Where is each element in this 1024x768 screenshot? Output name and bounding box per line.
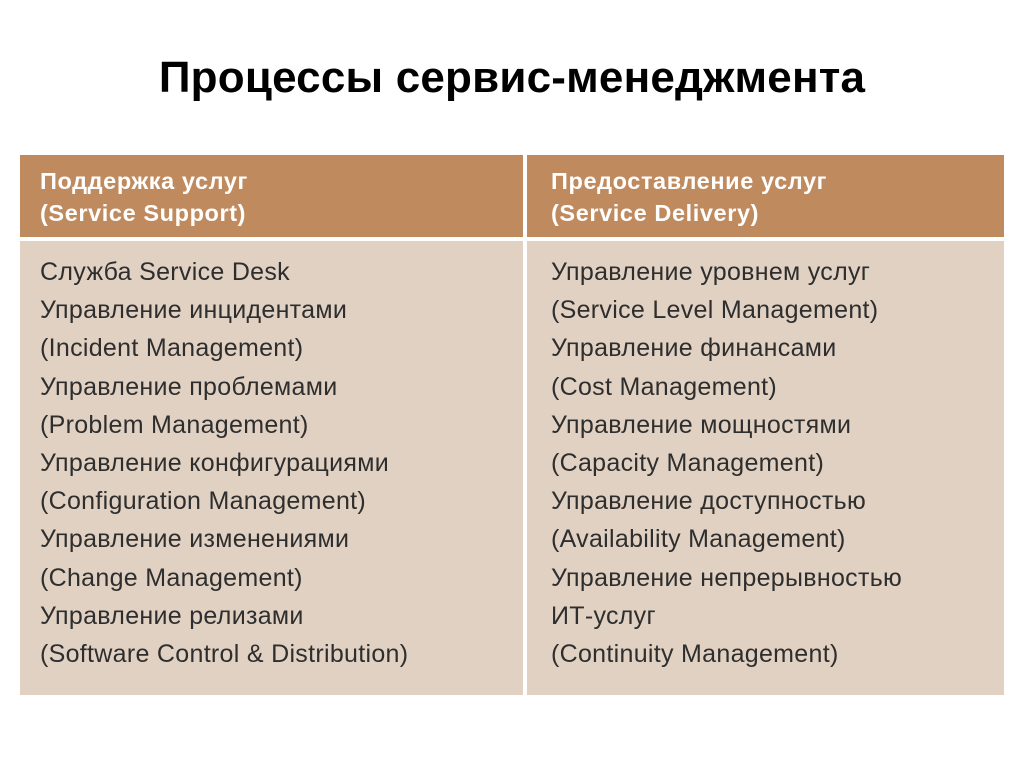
slide-title: Процессы сервис-менеджмента (158, 53, 866, 102)
process-line: Управление изменениями (40, 525, 350, 554)
service-delivery-column (527, 155, 1004, 695)
process-line: Управление конфигурациями (40, 449, 390, 478)
process-line: (Software Control & Distribution) (40, 640, 409, 669)
service-support-body (20, 241, 523, 695)
process-line: Управление релизами (40, 601, 304, 630)
process-line: (Service Level Management) (551, 296, 879, 325)
header-line: (Service Delivery) (551, 200, 760, 226)
process-line: (Capacity Management) (551, 449, 825, 478)
service-support-header (20, 155, 523, 237)
process-line: (Continuity Management) (551, 640, 839, 669)
service-support-column (20, 155, 523, 695)
process-line: Управление мощностями (551, 410, 852, 439)
process-line: Управление инцидентами (40, 296, 348, 325)
process-line: Управление проблемами (40, 372, 338, 401)
process-line: Управление финансами (551, 334, 837, 363)
service-delivery-header (527, 155, 1004, 237)
process-line: Управление непрерывностью (551, 563, 903, 592)
process-line: Управление доступностью (551, 487, 867, 516)
process-line: (Change Management) (40, 563, 303, 592)
processes-table (20, 155, 1004, 695)
header-line: Поддержка услуг (40, 168, 248, 194)
process-line: (Problem Management) (40, 410, 309, 439)
service-delivery-body (527, 241, 1004, 695)
process-line: (Configuration Management) (40, 487, 367, 516)
process-line: Служба Service Desk (40, 258, 290, 286)
header-line: (Service Support) (40, 200, 247, 226)
process-line: Управление уровнем услуг (551, 258, 871, 286)
header-line: Предоставление услуг (551, 168, 828, 194)
process-line: ИТ-услуг (551, 601, 656, 630)
process-line: (Availability Management) (551, 525, 846, 554)
process-line: (Cost Management) (551, 372, 778, 401)
process-line: (Incident Management) (40, 334, 304, 363)
